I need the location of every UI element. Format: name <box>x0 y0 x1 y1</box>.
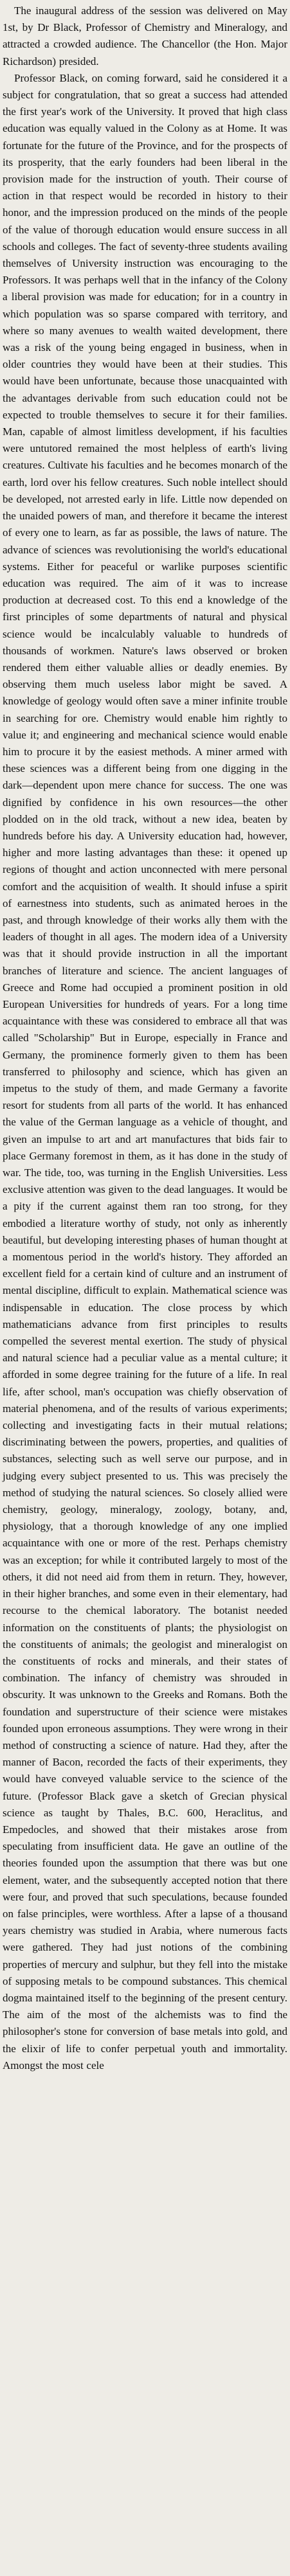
article-paragraph-body: Professor Black, on coming forward, said he considered it a subject for congratulation, that so great a success had attended the first year's work of the University. It proved that high class education was equally valued in the Colony as at Home. It was fortunate for the future of the Province, and for the prospects of its prosperity, that the early founders had been liberal in the provision made for the instruction of youth. Their course of action in that respect would be recorded in history to their honor, and the impression produced on the minds of the people of the value of thorough education would ensure success in all schools and colleges. The fact of seventy-three students availing themselves of University instruction was encouraging to the Professors. It was perhaps well that in the infancy of the Colony a liberal provision was made for education; for in a country in which population was so sparse compared with territory, and where so many avenues to wealth waited development, there was a risk of the young being engaged in business, when in older countries they would have been at their studies. This would have been unfortunate, because those unacquainted with the advantages derivable from such education could not be expected to trouble themselves to secure it for their families. Man, capable of almost limitless development, if his faculties were untutored remained the most helpless of earth's living creatures. Cultivate his faculties and he becomes monarch of the earth, lord over his fellow creatures. Such noble intellect should be developed, not arrested early in life. Little now depended on the unaided powers of man, and therefore it became the interest of every one to learn, as far as possible, the laws of nature. The advance of sciences was revolutionising the world's educational systems. Either for peaceful or warlike purposes scientific education was required. The aim of it was to increase production at decreased cost. To this end a knowledge of the first principles of some departments of natural and physical science would be incalculably valuable to hundreds of thousands of workmen. Nature's laws observed or broken rendered them either valuable allies or deadly enemies. By observing them much useless labor might be saved. A knowledge of geology would often save a miner infinite trouble in searching for ore. Chemistry would enable him rightly to value it; and engineering and mechanical science would enable him to procure it by the easiest methods. A miner armed with these sciences was a different being from one digging in the dark—dependent upon mere chance for success. The one was dignified by confidence in his own resources—the other plodded on in the old track, without a new idea, beaten by hundreds before his day. A University education had, however, higher and more lasting advantages than these: it opened up regions of thought and action unconnected with mere personal comfort and the acquisition of wealth. It should infuse a spirit of earnestness into students, such as animated heroes in the past, and through knowledge of their works ally them with the leaders of thought in all ages. The modern idea of a University was that it should provide instruction in all the important branches of literature and science. The ancient languages of Greece and Rome had occupied a prominent position in old European Universities for hundreds of years. For a long time acquaintance with these was considered to embrace all that was called "Scholarship" But in Europe, especially in France and Germany, the prominence formerly given to them has been transferred to philosophy and science, which has given an impetus to the study of them, and made Germany a favorite resort for students from all parts of the world. It has enhanced the value of the German language as a vehicle of thought, and given an impulse to art and art manufactures that bids fair to place Germany foremost in them, as it has done in the study of war. The tide, too, was turning in the English Universities. Less exclusive attention was given to the dead languages. It would be a pity if the current against them ran too strong, for they embodied a literature worthy of study, not only as inherently beautiful, but developing interesting phases of human thought at a momentous period in the world's history. They afforded an excellent field for a certain kind of culture and an instrument of mental discipline, difficult to explain. Mathematical science was indispensable in education. The close process by which mathematicians advance from first principles to results compelled the severest mental exertion. The study of physical and natural science had a peculiar value as a mental culture; it afforded in some degree training for the future of a life. In real life, after school, man's occupation was chiefly observation of material phenomena, and of the results of various experiments; collecting and investigating facts in their mutual relations; discriminating between the powers, properties, and qualities of substances, selecting such as well serve our purpose, and in judging every subject presented to us. This was precisely the method of studying the natural sciences. So closely allied were chemistry, geology, mineralogy, zoology, botany, and, physiology, that a thorough knowledge of any one implied acquaintance with one or more of the rest. Perhaps chemistry was an exception; for while it contributed largely to most of the others, it did not need aid from them in return. They, however, in their higher branches, and some even in their elementary, had recourse to the chemical laboratory. The botanist needed information on the constituents of plants; the physiologist on the constituents of animals; the geologist and mineralogist on the constituents of rocks and minerals, and their states of combination. The infancy of chemistry was shrouded in obscurity. It was unknown to the Greeks and Romans. Both the foundation and superstructure of their science were mistakes founded upon erroneous assumptions. They were wrong in their method of constructing a science of nature. Had they, after the manner of Bacon, recorded the facts of their experiments, they would have conveyed valuable service to the science of the future. (Professor Black gave a sketch of Grecian physical science as taught by Thales, B.C. 600, Heraclitus, and Empedocles, and showed that their mistakes arose from speculating from insufficient data. He gave an outline of the theories founded upon the assumption that there was but one element, water, and the subsequently accepted notion that there were four, and proved that such speculations, because founded on false principles, were worthless. After a lapse of a thousand years chemistry was studied in Arabia, where numerous facts were gathered. They had just notions of the combining properties of mercury and sulphur, but they fell into the mistake of supposing metals to be compound substances. This chemical dogma maintained itself to the beginning of the present century. The aim of the most of the alchemists was to find the philosopher's stone for conversion of base metals into gold, and the elixir of life to confer perpetual youth and immortality. Amongst the most cele <box>3 71 287 2071</box>
article-paragraph-intro: The inaugural address of the session was delivered on May 1st, by Dr Black, Professor of Chemistry and Mineralogy, and attracted a crowded audience. The Chancellor (the Hon. Major Richardson) presided. <box>3 4 287 67</box>
